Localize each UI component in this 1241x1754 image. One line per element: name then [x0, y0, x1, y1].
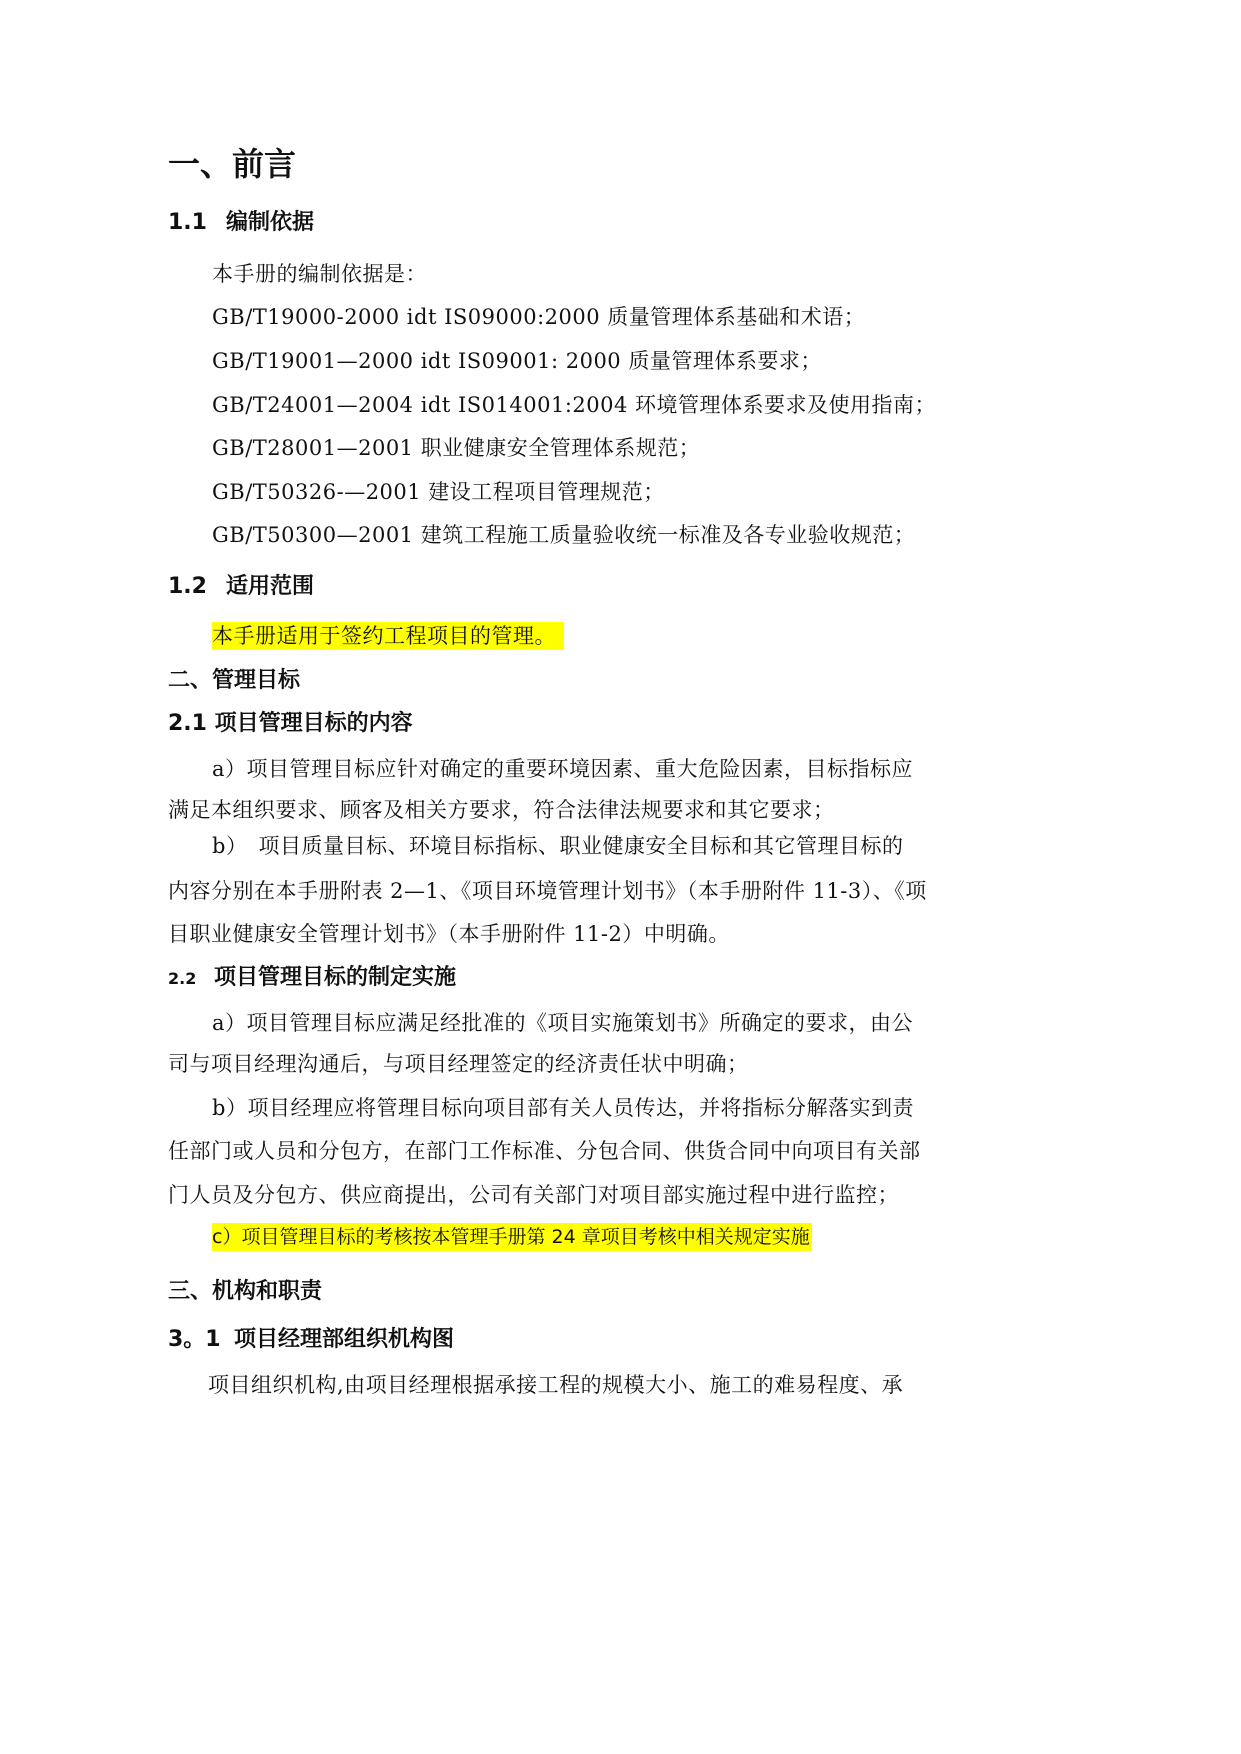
subsection-3-1-heading	[168, 1327, 454, 1352]
evaluation-note: c）项目管理目标的考核按本管理手册第 24 章项目考核中相关规定实施	[212, 1223, 812, 1251]
subsection-number: 3。1	[168, 1327, 221, 1352]
section-2-title: 二、管理目标	[168, 668, 301, 693]
basis-intro: 本手册的编制依据是：	[212, 262, 427, 286]
paragraph-line: 内容分别在本手册附表 2—1、《项目环境管理计划书》（本手册附件 11-3）、《项	[168, 879, 927, 903]
paragraph-line: b）项目经理应将管理目标向项目部有关人员传达，并将指标分解落实到责	[212, 1096, 914, 1120]
reference-line: GB/T19001—2000 idt IS09001: 2000 质量管理体系要求；	[212, 349, 822, 373]
subsection-1-2-heading	[168, 574, 314, 599]
paragraph-line: a）项目管理目标应针对确定的重要环境因素、重大危险因素，目标指标应	[212, 757, 914, 781]
section-3-title: 三、机构和职责	[168, 1279, 323, 1304]
reference-line: GB/T19000-2000 idt IS09000:2000 质量管理体系基础和术语；	[212, 305, 866, 329]
paragraph-line: 司与项目经理沟通后，与项目经理签定的经济责任状中明确；	[168, 1052, 749, 1076]
subsection-2-2-heading	[168, 965, 456, 990]
scope-text-highlighted	[212, 624, 564, 648]
subsection-title: 项目管理目标的制定实施	[214, 965, 457, 990]
subsection-number: 1.1	[168, 210, 207, 235]
subsection-number: 2.2	[168, 969, 197, 988]
section-1-title: 一、前言	[168, 145, 297, 183]
paragraph-line: 任部门或人员和分包方，在部门工作标准、分包合同、供货合同中向项目有关部	[168, 1139, 921, 1163]
paragraph-line: a）项目管理目标应满足经批准的《项目实施策划书》所确定的要求，由公	[212, 1011, 914, 1035]
evaluation-note-highlighted	[212, 1227, 812, 1249]
scope-text: 本手册适用于签约工程项目的管理。	[212, 622, 564, 650]
subsection-2-1-heading: 2.1 项目管理目标的内容	[168, 711, 413, 736]
paragraph-line: 项目组织机构,由项目经理根据承接工程的规模大小、施工的难易程度、承	[208, 1373, 904, 1397]
subsection-1-1-heading	[168, 210, 314, 235]
reference-line: GB/T24001—2004 idt IS014001:2004 环境管理体系要求及使用指南；	[212, 393, 937, 417]
reference-line: GB/T50300—2001 建筑工程施工质量验收统一标准及各专业验收规范；	[212, 523, 916, 547]
paragraph-line: b） 项目质量目标、环境目标指标、职业健康安全目标和其它管理目标的	[212, 834, 904, 858]
paragraph-line: 满足本组织要求、顾客及相关方要求，符合法律法规要求和其它要求；	[168, 798, 835, 822]
paragraph-line: 目职业健康安全管理计划书》（本手册附件 11-2）中明确。	[168, 922, 730, 946]
subsection-title: 编制依据	[226, 210, 315, 235]
subsection-title: 适用范围	[226, 574, 315, 599]
reference-line: GB/T50326-—2001 建设工程项目管理规范；	[212, 480, 665, 504]
subsection-title: 项目经理部组织机构图	[234, 1327, 455, 1352]
paragraph-line: 门人员及分包方、供应商提出，公司有关部门对项目部实施过程中进行监控；	[168, 1183, 899, 1207]
subsection-number: 1.2	[168, 574, 207, 599]
reference-line: GB/T28001—2001 职业健康安全管理体系规范；	[212, 436, 701, 460]
